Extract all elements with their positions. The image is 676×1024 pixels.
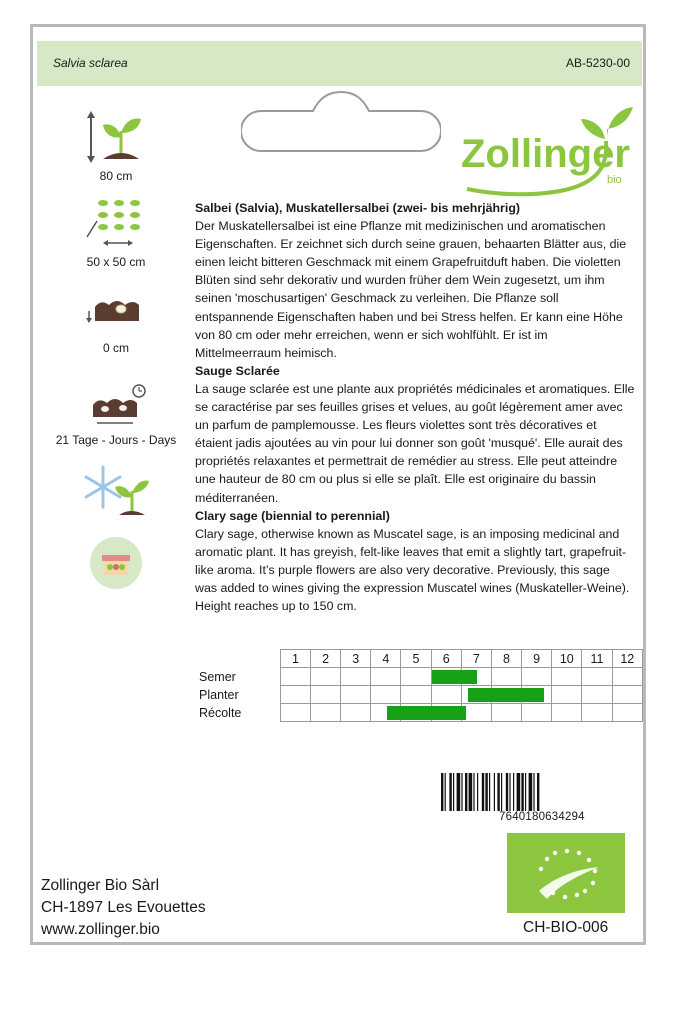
company-website[interactable]: www.zollinger.bio [41,921,160,938]
height-icon-block [51,111,181,183]
header-band [37,41,642,86]
month-1: 1 [280,650,310,668]
company-address: CH-1897 Les Evouettes [41,899,206,916]
eu-organic-logo [507,833,625,913]
spacing-label: 50 x 50 cm [86,255,146,269]
market-icon-block [51,535,181,591]
de-text: Der Muskatellersalbei ist eine Pflanze mit medizinischen und aromatischen Eigenschaften. Er zeichnet sich durch seine grauen, behaarten Blätter aus, die einen leicht bitteren Geschmack mit einem Grapefruitduft haben. Die violetten Blüten sind sehr dekorativ und wurden früher dem Wein zugesetzt, um ihm seinen 'moschusartigen' Geschmack zu verleihen. Die Pflanze soll entspannende Eigenschaften haben und bei Stress helfen. Er kann eine Höhe von 80 cm oder mehr erreichen, wenn er sich wohlfühlt. Er ist im Mittelmeerraum heimisch. [195,219,627,360]
calendar-header-row [197,650,643,668]
depth-label: 0 cm [102,341,129,355]
month-3: 3 [341,650,371,668]
calendar-row-sow [197,668,643,686]
row-label-harvest: Récolte [199,705,242,720]
window-cutout [241,89,441,157]
height-label: 80 cm [99,169,133,183]
fr-title: Sauge Sclarée [195,363,280,378]
spacing-icon [81,197,151,249]
company-name: Zollinger Bio Sàrl [41,877,160,894]
certification-code: CH-BIO-006 [523,919,609,936]
month-6: 6 [431,650,461,668]
row-label-sow: Semer [199,669,236,684]
zollinger-logo [457,97,643,201]
spacing-icon-block [51,197,181,269]
barcode [441,773,621,811]
month-5: 5 [401,650,431,668]
frost-hardy-icon [81,463,151,519]
month-9: 9 [522,650,552,668]
height-icon [81,111,151,163]
row-label-plant: Planter [199,687,239,702]
month-7: 7 [461,650,491,668]
market-garden-icon [88,535,144,591]
germination-icon [81,383,151,427]
seed-packet-back [30,24,646,945]
en-text: Clary sage, otherwise known as Muscatel sage, is an imposing medicinal and aromatic plant. It has greyish, felt-like leaves that emit a slightly tart, grapefruit-like aroma. It’s purple flowers are also very decorative. Previously, this sage was added to wines giving the expression Muscatel wines (Muskateller-Weine). Height reaches up to 150 cm. [195,526,630,614]
brand-sub: bio [607,174,622,186]
month-11: 11 [582,650,612,668]
month-8: 8 [491,650,521,668]
barcode-number: 7640180634294 [499,811,585,823]
sowing-calendar [197,649,643,722]
month-4: 4 [371,650,401,668]
month-12: 12 [612,650,642,668]
company-info [41,875,206,941]
frost-icon-block [51,463,181,519]
de-title: Salbei (Salvia), Muskatellersalbei (zwei- bis mehrjährig) [195,201,521,215]
brand-name: Zollinger [461,132,630,176]
month-2: 2 [311,650,341,668]
sowing-depth-icon [81,295,151,335]
germination-icon-block [51,383,181,447]
germination-label: 21 Tage - Jours - Days [55,433,177,447]
calendar-row-harvest [197,704,643,722]
calendar-row-plant [197,686,643,704]
month-10: 10 [552,650,582,668]
latin-name: Salvia sclarea [53,56,128,70]
fr-text: La sauge sclarée est une plante aux propriétés médicinales et aromatiques. Elle se caractérise par ses feuilles grises et velues, au goût légèrement amer avec un parfum de pamplemousse. Les fleurs violettes sont très décoratives et étaient jadis ajoutées au vin pour lui donner son goût 'musqué'. Elle aurait des propriétés relaxantes et permettrait de remédier au stress. Elle peut atteindre une hauteur de 80 cm ou plus si elle se plaît. Elle est originaire du bassin méditerranéen. [195,381,635,505]
depth-icon-block [51,295,181,355]
en-title: Clary sage (biennial to perennial) [195,508,390,523]
description [195,199,635,615]
article-code: AB-5230-00 [565,56,630,70]
